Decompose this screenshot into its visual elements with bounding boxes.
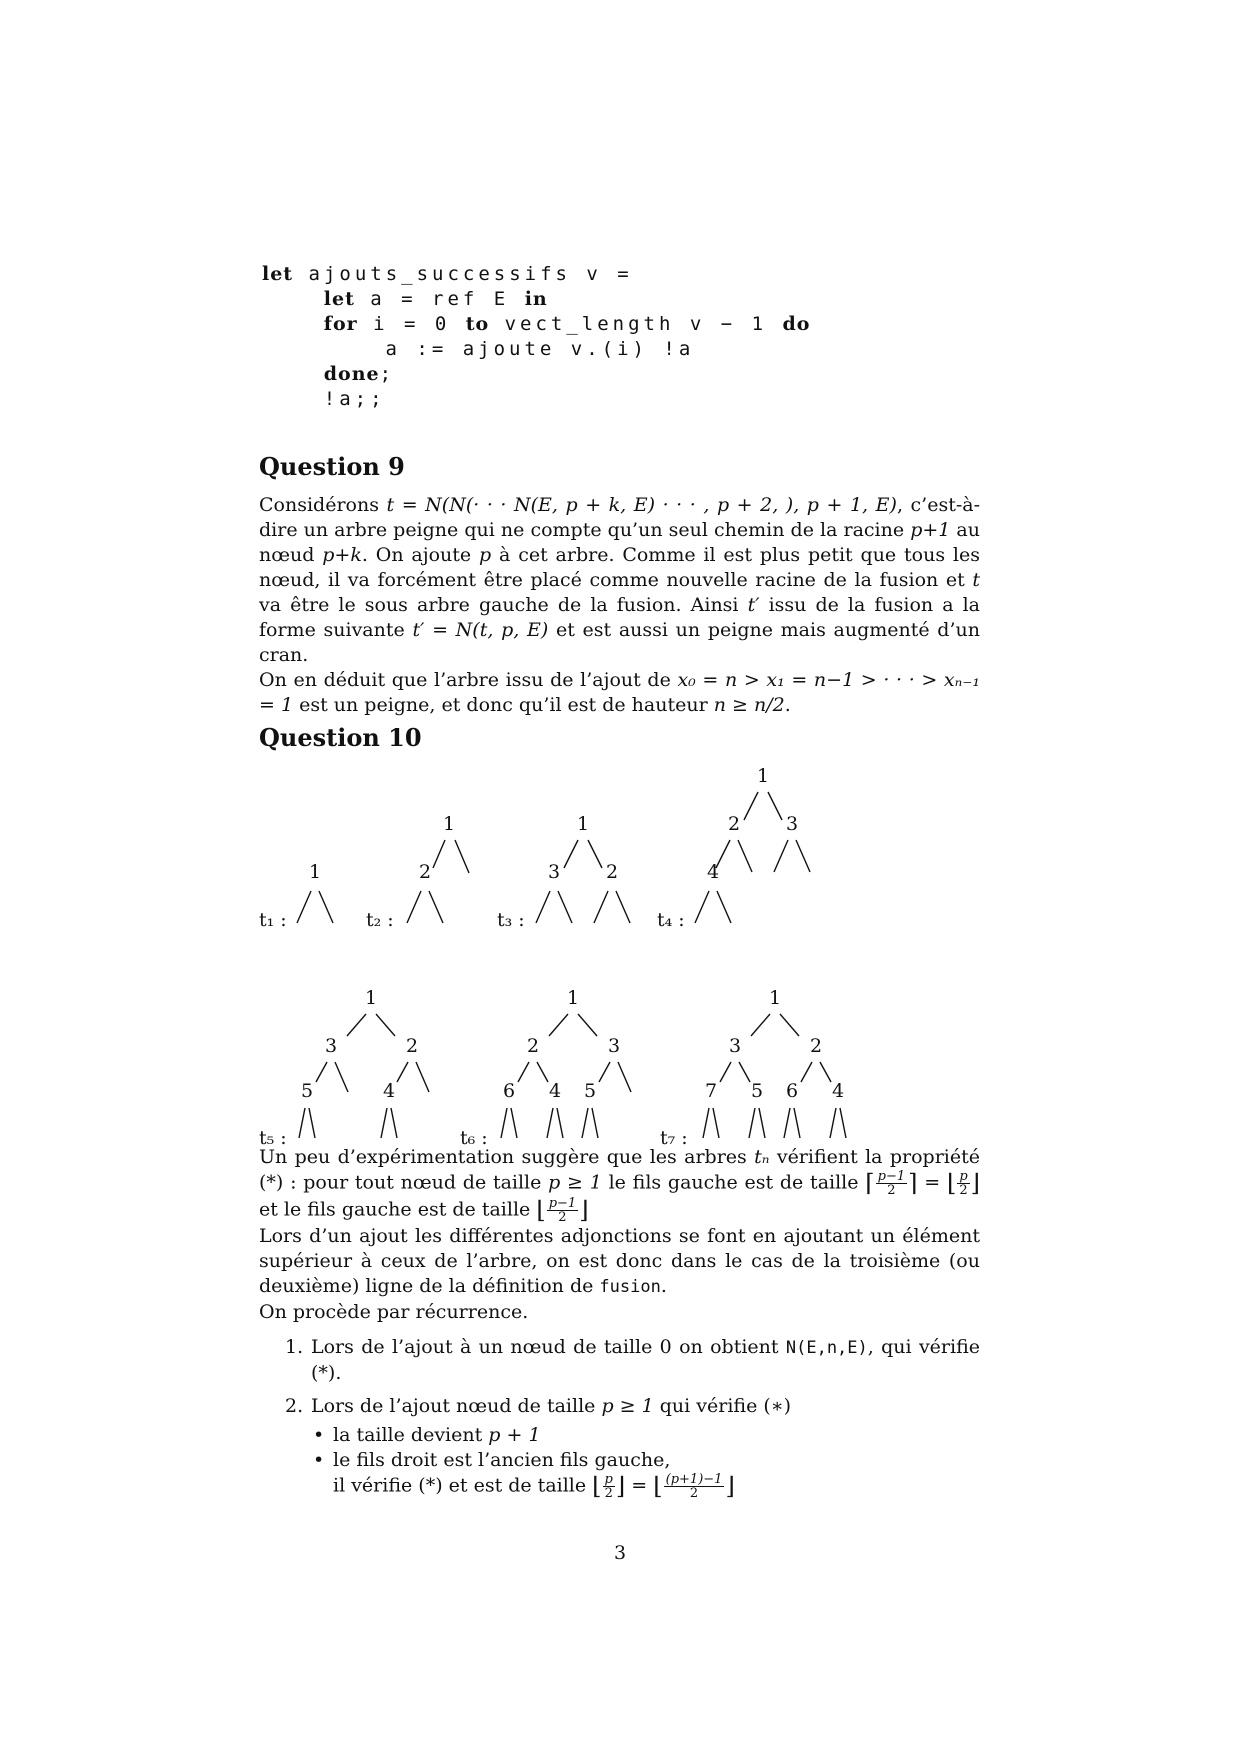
- q9-paragraph-2: On en déduit que l’arbre issu de l’ajout de x₀ = n > x₁ = n−1 > · · · > xₙ₋₁ = 1 est un peigne, et donc qu’il est de hauteur n ≥ n/2.: [259, 669, 980, 716]
- tree-node: 1: [364, 987, 378, 1009]
- fraction-p-over-2-b: $\frac{p}{2}$: [604, 1472, 613, 1501]
- tree-edge: [759, 1108, 765, 1138]
- tree-node: 1: [756, 765, 770, 787]
- q10-paragraph-3: On procède par récurrence.: [259, 1301, 529, 1323]
- tree-edge: [391, 1108, 397, 1138]
- code-text: ajouts_successifs v =: [293, 263, 633, 285]
- tree-label-t1: t₁ :: [259, 909, 287, 931]
- code-text: [262, 313, 324, 335]
- tree-label-t6: t₆ :: [460, 1127, 488, 1149]
- tree-node: 4: [706, 861, 720, 883]
- tree-t5: [259, 987, 429, 1149]
- tree-edge: [594, 891, 608, 923]
- step-1: 1. Lors de l’ajout à un nœud de taille 0 on obtient N(E,n,E), qui vérifie (*).: [285, 1336, 981, 1384]
- question-9-body: [259, 493, 980, 718]
- tree-edge: [588, 840, 602, 868]
- fraction-p-over-2: $\frac{p}{2}$: [959, 1169, 968, 1198]
- tree-edge: [830, 1108, 836, 1138]
- bullet-2: • le fils droit est l’ancien fils gauche, il vérifie (*) et est de taille ⌊ $\frac{p}{2}$ ⌋ = ⌊ $\frac{(p+1)-1}{2}$ ⌋: [313, 1449, 735, 1501]
- tree-node: 6: [502, 1080, 516, 1102]
- tree-node: 4: [831, 1080, 845, 1102]
- tree-edge: [455, 840, 469, 873]
- tree-edge: [557, 1108, 563, 1138]
- code-keyword: done: [323, 363, 380, 385]
- tree-node: 3: [607, 1035, 621, 1057]
- tree-edge: [820, 1062, 831, 1082]
- code-line: [262, 362, 822, 387]
- tree-edge: [774, 840, 788, 872]
- tree-edge: [347, 1014, 366, 1036]
- tree-t3: [497, 813, 630, 931]
- page-number: 3: [613, 1542, 627, 1564]
- tree-edge: [376, 1014, 395, 1036]
- tree-edge: [618, 1062, 631, 1092]
- tree-edge: [416, 1062, 429, 1092]
- tree-label-t3: t₃ :: [497, 909, 525, 931]
- tree-node: 1: [768, 987, 782, 1009]
- code-keyword: to: [465, 313, 490, 335]
- tree-edge: [335, 1062, 348, 1092]
- code-line: [262, 337, 822, 362]
- tree-t2: [366, 813, 469, 931]
- tree-edge: [299, 1108, 305, 1138]
- trees-row-1: [250, 760, 990, 944]
- tree-node: 4: [548, 1080, 562, 1102]
- code-line: [262, 387, 822, 412]
- tree-edge: [751, 1014, 770, 1036]
- fraction-p-plus-1-minus-1-over-2: $\frac{(p+1)-1}{2}$: [665, 1472, 723, 1501]
- tree-node: 2: [418, 861, 432, 883]
- tree-edge: [297, 891, 311, 923]
- tree-edge: [407, 891, 421, 923]
- fraction-p-minus-1-over-2-floor: $\frac{p-1}{2}$: [548, 1196, 577, 1225]
- tree-edge: [592, 1108, 598, 1138]
- code-text: !a;;: [262, 388, 386, 410]
- trees-row-2: [250, 980, 990, 1154]
- code-text: a = ref E: [354, 288, 525, 310]
- tree-edge: [794, 1108, 800, 1138]
- tree-edge: [549, 1014, 568, 1036]
- tree-edge: [599, 1062, 610, 1082]
- tree-edge: [796, 840, 810, 872]
- question-10-title: Question 10: [259, 723, 422, 752]
- code-text: vect_length v − 1: [489, 313, 783, 335]
- code-line: [262, 287, 822, 312]
- tree-node: 5: [300, 1080, 314, 1102]
- code-keyword: let: [262, 263, 294, 285]
- tree-edge: [429, 891, 443, 923]
- tree-node: 3: [785, 813, 799, 835]
- tree-edge: [309, 1108, 315, 1138]
- tree-label-t5: t₅ :: [259, 1127, 287, 1149]
- recurrence-steps: [259, 1335, 980, 1500]
- q9-paragraph-1: Considérons t = N(N(· · · N(E, p + k, E) · · · , p + 2, ), p + 1, E), c’est-à-dire un arbre peigne qui ne compte qu’un seul chemin de la racine p+1 au nœud p+k. On ajoute p à cet arbre. Comme il est plus petit que tous les nœud, il va forcément être placé comme nouvelle racine de la fusion et t va être le sous arbre gauche de la fusion. Ainsi t′ issu de la fusion a la forme suivante t′ = N(t, p, E) et est aussi un peigne mais augmenté d’un cran.: [259, 494, 981, 666]
- tree-node: 1: [442, 813, 456, 835]
- tree-edge: [397, 1062, 408, 1082]
- code-text: a := ajoute v.(i) !a: [262, 338, 695, 360]
- step-2: 2. Lors de l’ajout nœud de taille p ≥ 1 qui vérifie (∗) • la taille devient p + 1 • le fils droit est l’ancien fils gauche, il vérifie (*) et est de taille ⌊ $\frac{p}{2}$ ⌋ = ⌊ $\frac{(p+1)-1}{2}$ ⌋: [259, 1394, 980, 1500]
- tree-label-t2: t₂ :: [366, 909, 394, 931]
- tree-edge: [784, 1108, 790, 1138]
- code-keyword: let: [323, 288, 355, 310]
- code-text: i = 0: [357, 313, 466, 335]
- tree-edge: [720, 1062, 731, 1082]
- question-10-body: [259, 1145, 980, 1508]
- fraction-p-minus-1-over-2: $\frac{p-1}{2}$: [877, 1169, 906, 1198]
- tree-edge: [695, 891, 709, 923]
- tree-edge: [518, 1062, 529, 1082]
- code-keyword: do: [782, 313, 811, 335]
- code-text: ;: [379, 363, 396, 385]
- tree-node: 2: [526, 1035, 540, 1057]
- tree-edge: [582, 1108, 588, 1138]
- tree-node: 2: [727, 813, 741, 835]
- trees-row-2-svg: [250, 980, 990, 1150]
- tree-edge: [616, 891, 630, 923]
- tree-node: 4: [382, 1080, 396, 1102]
- tree-edge: [749, 1108, 755, 1138]
- tree-label-t7: t₇ :: [660, 1127, 688, 1149]
- code-keyword: in: [524, 288, 548, 310]
- tree-node: 5: [583, 1080, 597, 1102]
- tree-edge: [840, 1108, 846, 1138]
- bullet-1: • la taille devient p + 1: [313, 1424, 541, 1446]
- tree-node: 2: [809, 1035, 823, 1057]
- tree-node: 5: [750, 1080, 764, 1102]
- tree-label-t4: t₄ :: [657, 909, 685, 931]
- question-9-title: Question 9: [259, 452, 405, 481]
- tree-edge: [578, 1014, 597, 1036]
- tree-node: 3: [547, 861, 561, 883]
- code-listing: [262, 262, 822, 412]
- tree-node: 1: [576, 813, 590, 835]
- tree-edge: [703, 1108, 709, 1138]
- code-line: [262, 262, 822, 287]
- tree-edge: [717, 891, 731, 923]
- tree-node: 2: [605, 861, 619, 883]
- tree-edge: [744, 792, 758, 820]
- step-2-bullets: [311, 1423, 980, 1500]
- tree-edge: [501, 1108, 507, 1138]
- tree-edge: [547, 1108, 553, 1138]
- tree-edge: [713, 1108, 719, 1138]
- tree-t4: [657, 765, 810, 931]
- q10-paragraph-1: Un peu d’expérimentation suggère que les arbres tₙ vérifient la propriété (*) : pour tout nœud de taille p ≥ 1 le fils gauche est de taille ⌈ $\frac{p-1}{2}$ ⌉ = ⌊ $\frac{p}{2}$ ⌋ et le fils gauche est de taille ⌊ $\frac{p-1}{2}$ ⌋: [259, 1146, 981, 1225]
- code-text: [262, 363, 324, 385]
- tree-edge: [316, 1062, 327, 1082]
- code-keyword: for: [323, 313, 358, 335]
- tree-node: 3: [324, 1035, 338, 1057]
- tree-node: 1: [566, 987, 580, 1009]
- trees-row-1-svg: [250, 760, 990, 940]
- tree-edge: [319, 891, 333, 923]
- tree-edge: [738, 840, 752, 872]
- tree-edge: [558, 891, 572, 923]
- tree-node: 7: [704, 1080, 718, 1102]
- tree-edge: [537, 1062, 548, 1082]
- q10-paragraph-2: Lors d’un ajout les différentes adjonctions se font en ajoutant un élément supérieur à ceux de l’arbre, on est donc dans le cas de la troisième (ou deuxième) ligne de la définition de fusion.: [259, 1225, 980, 1297]
- tree-node: 2: [405, 1035, 419, 1057]
- tree-edge: [801, 1062, 812, 1082]
- tree-edge: [381, 1108, 387, 1138]
- tree-node: 1: [308, 861, 322, 883]
- tree-t6: [460, 987, 631, 1149]
- code-text: [262, 288, 324, 310]
- tree-edge: [536, 891, 550, 923]
- code-line: [262, 312, 822, 337]
- tree-t1: [259, 861, 333, 931]
- tree-t7: [660, 987, 846, 1149]
- tree-node: 3: [728, 1035, 742, 1057]
- tree-edge: [564, 840, 578, 868]
- tree-edge: [768, 792, 782, 820]
- tree-edge: [511, 1108, 517, 1138]
- tree-node: 6: [785, 1080, 799, 1102]
- tree-edge: [433, 840, 445, 868]
- tree-edge: [780, 1014, 799, 1036]
- tree-edge: [739, 1062, 750, 1082]
